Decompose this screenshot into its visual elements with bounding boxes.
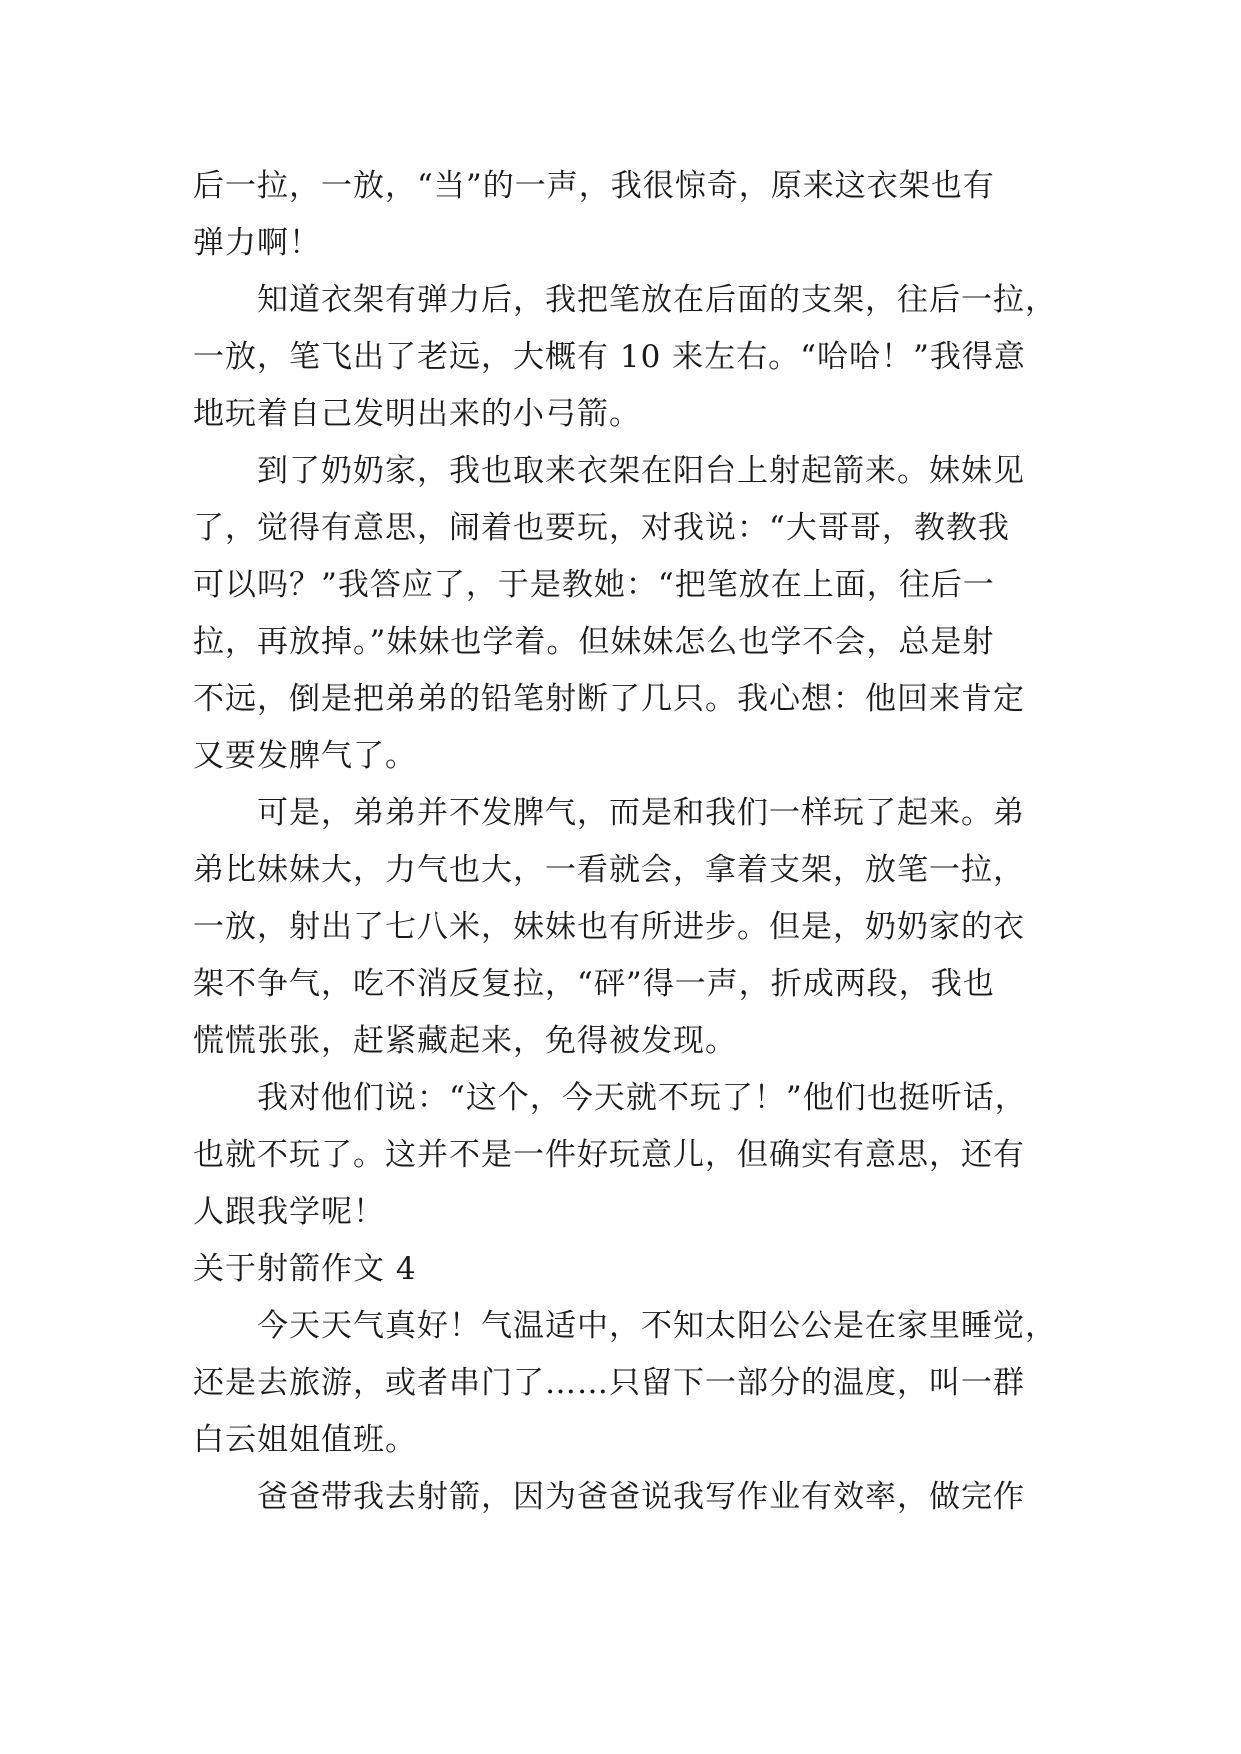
section-heading: 关于射箭作文 4: [193, 1251, 417, 1287]
paragraph-start-line: 我对他们说：“这个，今天就不玩了！”他们也挺听话，: [257, 1080, 1027, 1116]
text-line: 还是去旅游，或者串门了……只留下一部分的温度，叫一群: [193, 1365, 1025, 1401]
text-line: 弟比妹妹大，力气也大，一看就会，拿着支架，放笔一拉，: [193, 852, 1025, 888]
paragraph-start-line: 可是，弟弟并不发脾气，而是和我们一样玩了起来。弟: [257, 795, 1025, 831]
text-line: 一放，笔飞出了老远，大概有 10 来左右。“哈哈！”我得意: [193, 339, 1026, 375]
text-line: 又要发脾气了。: [193, 738, 417, 774]
document-body: [193, 158, 1057, 1526]
text-line: 后一拉，一放，“当”的一声，我很惊奇，原来这衣架也有: [193, 168, 995, 204]
text-line: 架不争气，吃不消反复拉，“砰”得一声，折成两段，我也: [193, 966, 995, 1002]
text-line: 地玩着自己发明出来的小弓箭。: [193, 396, 641, 432]
text-line: 不远，倒是把弟弟的铅笔射断了几只。我心想：他回来肯定: [193, 681, 1025, 717]
text-line: 白云姐姐值班。: [193, 1422, 417, 1458]
text-line: 一放，射出了七八米，妹妹也有所进步。但是，奶奶家的衣: [193, 909, 1025, 945]
text-line: 了，觉得有意思，闹着也要玩，对我说：“大哥哥，教教我: [193, 510, 1010, 546]
paragraph-start-line: 爸爸带我去射箭，因为爸爸说我写作业有效率，做完作: [257, 1479, 1025, 1515]
text-line: 可以吗？”我答应了，于是教她：“把笔放在上面，往后一: [193, 567, 995, 603]
paragraph-start-line: 知道衣架有弹力后，我把笔放在后面的支架，往后一拉，: [257, 282, 1057, 318]
text-line: 人跟我学呢！: [193, 1194, 385, 1230]
text-line: 也就不玩了。这并不是一件好玩意儿，但确实有意思，还有: [193, 1137, 1025, 1173]
paragraph-start-line: 到了奶奶家，我也取来衣架在阳台上射起箭来。妹妹见: [257, 453, 1025, 489]
text-line: 拉，再放掉。”妹妹也学着。但妹妹怎么也学不会，总是射: [193, 624, 995, 660]
text-line: 弹力啊！: [193, 225, 321, 261]
text-line: 慌慌张张，赶紧藏起来，免得被发现。: [193, 1023, 737, 1059]
paragraph-start-line: 今天天气真好！气温适中，不知太阳公公是在家里睡觉，: [257, 1308, 1057, 1344]
